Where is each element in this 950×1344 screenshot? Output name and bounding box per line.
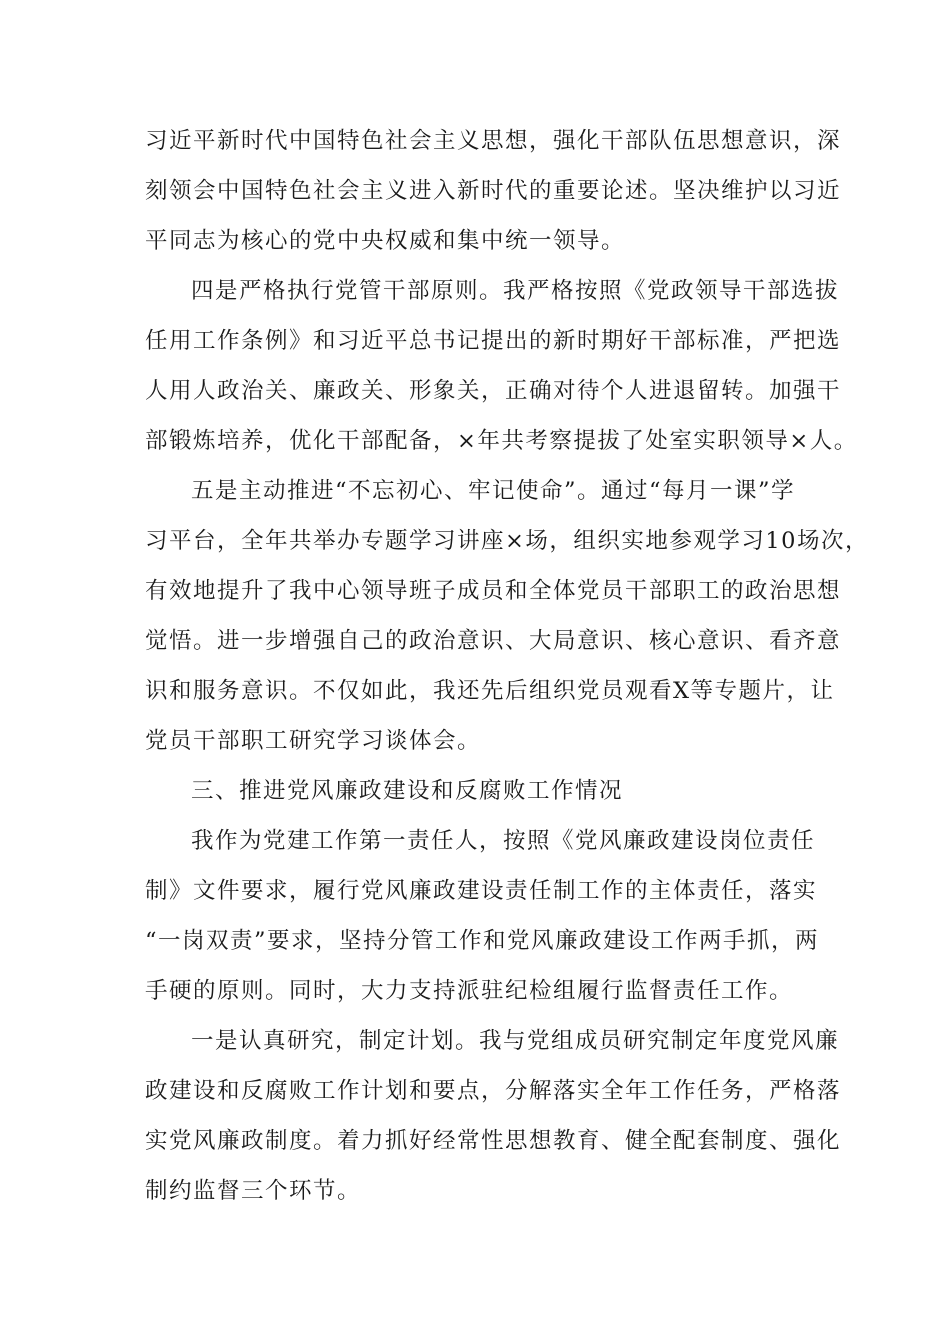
text-line: 有效地提升了我中心领导班子成员和全体党员干部职工的政治思想 xyxy=(145,578,842,604)
text-line: 制》文件要求，履行党风廉政建设责任制工作的主体责任，落实 xyxy=(145,878,818,904)
text-line: 制约监督三个环节。 xyxy=(145,1178,362,1204)
text-line: 实党风廉政制度。着力抓好经常性思想教育、健全配套制度、强化 xyxy=(145,1128,842,1154)
text-line: 平同志为核心的党中央权威和集中统一领导。 xyxy=(145,228,626,254)
text-line: 觉悟。进一步增强自己的政治意识、大局意识、核心意识、看齐意 xyxy=(145,628,842,654)
text-line: “一岗双责”要求，坚持分管工作和党风廉政建设工作两手抓，两 xyxy=(145,928,820,954)
paragraph-start-line: 我作为党建工作第一责任人，按照《党风廉政建设岗位责任 xyxy=(191,828,816,854)
section-heading: 三、推进党风廉政建设和反腐败工作情况 xyxy=(191,778,624,804)
text-line: 人用人政治关、廉政关、形象关，正确对待个人进退留转。加强干 xyxy=(145,378,842,404)
text-line: 政建设和反腐败工作计划和要点，分解落实全年工作任务，严格落 xyxy=(145,1078,842,1104)
text-line: 部锻炼培养，优化干部配备，×年共考察提拔了处室实职领导×人。 xyxy=(145,428,858,454)
text-line: 刻领会中国特色社会主义进入新时代的重要论述。坚决维护以习近 xyxy=(145,178,842,204)
paragraph-start-line: 四是严格执行党管干部原则。我严格按照《党政领导干部选拔 xyxy=(191,278,840,304)
text-line: 习近平新时代中国特色社会主义思想，强化干部队伍思想意识，深 xyxy=(145,128,842,154)
text-line: 党员干部职工研究学习谈体会。 xyxy=(145,728,482,754)
text-line: 习平台，全年共举办专题学习讲座×场，组织实地参观学习10场次， xyxy=(145,528,869,554)
text-line: 识和服务意识。不仅如此，我还先后组织党员观看X等专题片，让 xyxy=(145,678,835,704)
paragraph-start-line: 五是主动推进“不忘初心、牢记使命”。通过“每月一课”学 xyxy=(191,478,796,504)
text-line: 手硬的原则。同时，大力支持派驻纪检组履行监督责任工作。 xyxy=(145,978,794,1004)
paragraph-start-line: 一是认真研究，制定计划。我与党组成员研究制定年度党风廉 xyxy=(191,1028,840,1054)
text-line: 任用工作条例》和习近平总书记提出的新时期好干部标准，严把选 xyxy=(145,328,842,354)
